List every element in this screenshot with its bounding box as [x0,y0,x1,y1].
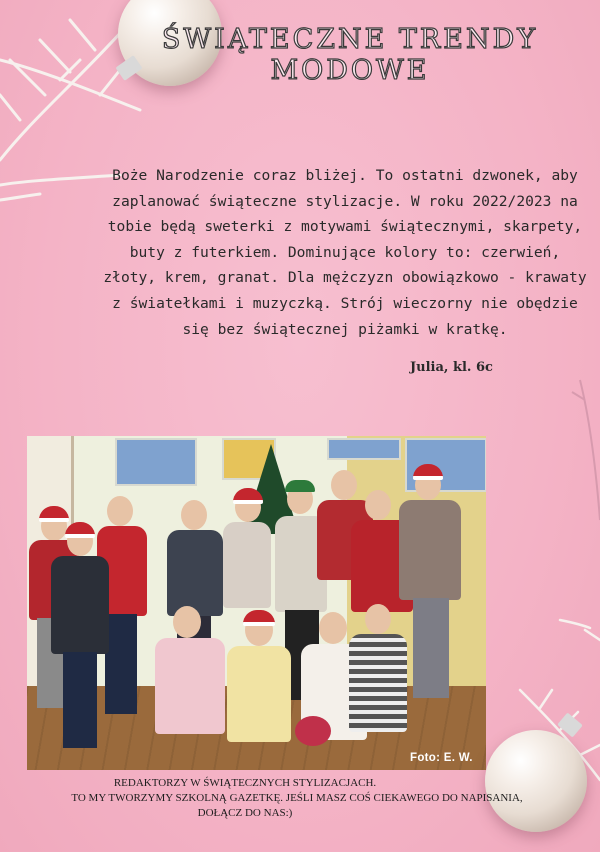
footer-line-1: REDAKTORZY W ŚWIĄTECZNYCH STYLIZACJACH. [113,777,377,789]
group-photo [27,436,486,770]
page-title [150,24,550,86]
footer-line-2: TO MY TWORZYMY SZKOLNĄ GAZETKĘ. JEŚLI MASZ COŚ CIEKAWEGO DO NAPISANIA, [71,792,523,804]
photo-sign [327,438,401,460]
photo-noticeboard [115,438,197,486]
article-author: Julia, kl. 6c [410,360,493,375]
footer-note [0,776,600,821]
footer-line-3: DOŁĄCZ DO NAS:) [197,807,293,819]
title-line-1: ŚWIĄTECZNE TRENDY [161,24,539,55]
article-text: Boże Narodzenie coraz bliżej. To ostatni dzwonek, aby zaplanować świąteczne stylizacje. W roku 2022/2023 na tobie będą sweterki z motywami świątecznymi, skarpety, buty z futerkiem. Dominujące kolory to: czerwień, złoty, krem, granat. Dla mężczyzn obowiązkowo - krawaty z światełkami i muzyczką. Strój wieczorny nie obędzie się bez świątecznej piżamki w kratkę. [103,167,587,338]
title-line-2: MODOWE [270,55,430,86]
photo-caption: Foto: E. W. [410,752,473,764]
